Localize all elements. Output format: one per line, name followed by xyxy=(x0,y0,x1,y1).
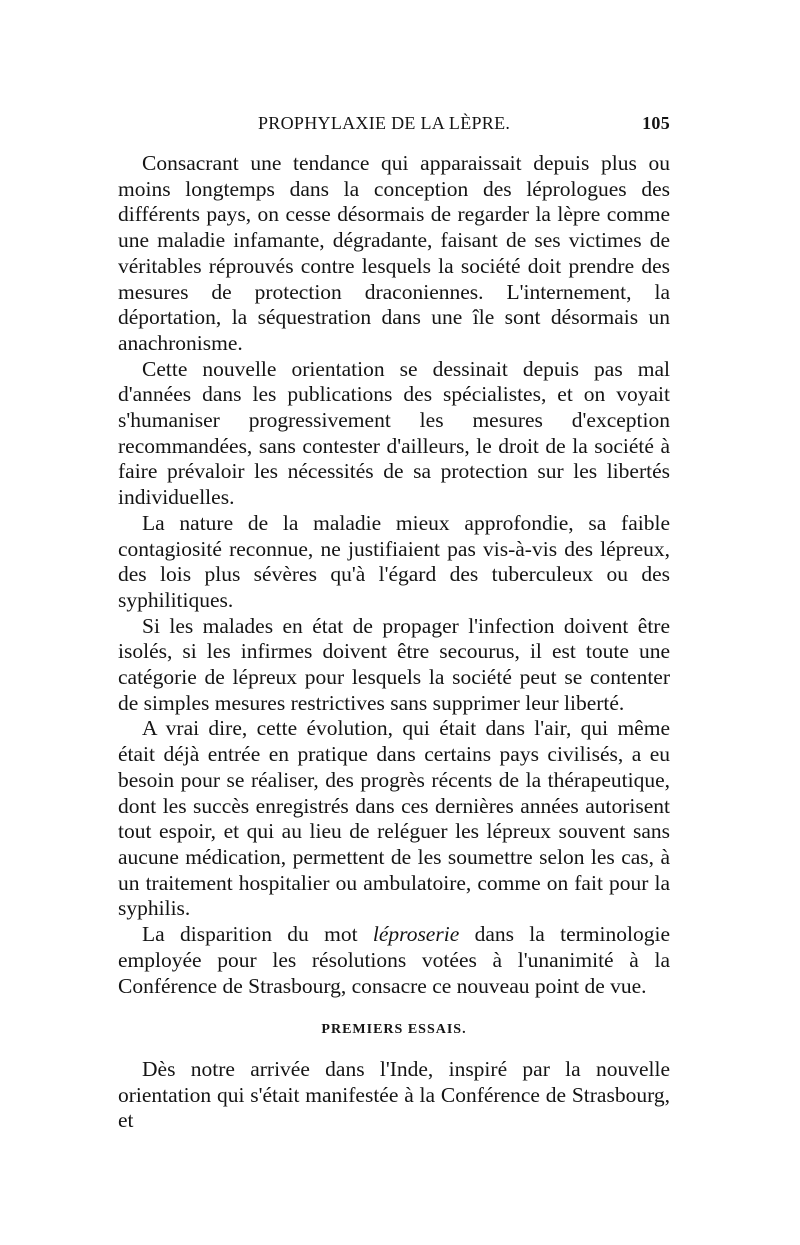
paragraph-7: Dès notre arrivée dans l'Inde, inspiré par la nouvelle orientation qui s'était manifestée à la Conférence de Strasbourg, et xyxy=(118,1056,670,1133)
page-number: 105 xyxy=(642,113,670,133)
paragraph-3: La nature de la maladie mieux approfondie, sa faible contagiosité reconnue, ne justifiaient pas vis-à-vis des lépreux, des lois plus sévères qu'à l'égard des tuberculeux ou des syphilitiques. xyxy=(118,510,670,612)
paragraph-6 xyxy=(118,922,670,999)
body-text xyxy=(118,151,670,1134)
paragraph-6-start: La disparition du mot xyxy=(142,922,373,947)
page-header xyxy=(118,113,670,141)
paragraph-4: Si les malades en état de propager l'infection doivent être isolés, si les infirmes doivent être secourus, il est toute une catégorie de lépreux pour lesquels la société peut se contenter de simples mesures restrictives sans supprimer leur liberté. xyxy=(118,613,670,715)
section-heading: PREMIERS ESSAIS. xyxy=(321,1022,467,1038)
paragraph-2: Cette nouvelle orientation se dessinait depuis pas mal d'années dans les publications des spécialistes, et on voyait s'humaniser progressivement les mesures d'exception recommandées, sans contester d'ailleurs, le droit de la société à faire prévaloir les nécessités de sa protection sur les libertés individuelles. xyxy=(118,356,670,510)
paragraph-6-end: dans la terminologie employée pour les résolutions votées à l'unanimité à la Conférence de Strasbourg, consacre ce nouveau point de vue. xyxy=(118,922,670,998)
paragraph-1: Consacrant une tendance qui apparaissait depuis plus ou moins longtemps dans la conception des léprologues des différents pays, on cesse désormais de regarder la lèpre comme une maladie infamante, dégradante, faisant de ses victimes de véritables réprouvés contre lesquels la société doit prendre des mesures de protection draconiennes. L'internement, la déportation, la séquestration dans une île sont désormais un anachronisme. xyxy=(118,151,670,355)
paragraph-5: A vrai dire, cette évolution, qui était dans l'air, qui même était déjà entrée en pratique dans certains pays civilisés, a eu besoin pour se réaliser, des progrès récents de la thérapeutique, dont les succès enregistrés dans ces dernières années autorisent tout espoir, et qui au lieu de reléguer les lépreux souvent sans aucune médication, permettent de les soumettre selon les cas, à un traitement hospitalier ou ambulatoire, comme on fait pour la syphilis. xyxy=(118,716,670,921)
running-title: PROPHYLAXIE DE LA LÈPRE. xyxy=(258,113,511,133)
italic-term: léproserie xyxy=(372,922,460,947)
